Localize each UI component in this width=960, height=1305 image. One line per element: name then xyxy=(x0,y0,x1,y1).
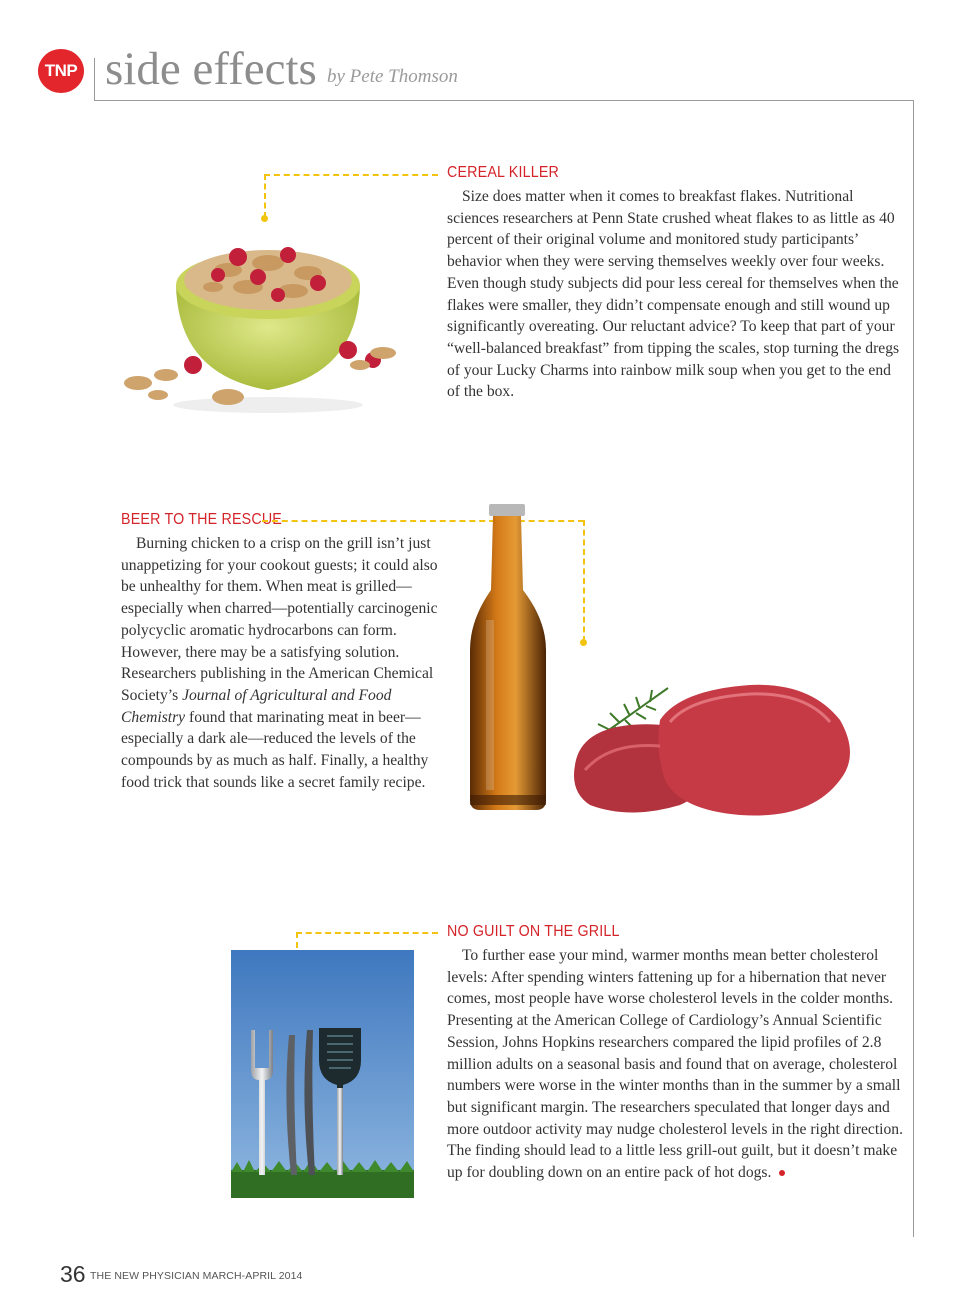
grill-body-paragraph xyxy=(447,945,903,1184)
cereal-connector-dot xyxy=(261,215,268,222)
steak-image xyxy=(570,680,860,825)
cereal-body xyxy=(447,186,903,403)
byline: by Pete Thomson xyxy=(327,66,458,87)
beer-body xyxy=(121,533,441,793)
cereal-headline: CEREAL KILLER xyxy=(447,164,560,181)
tnp-logo: TNP xyxy=(38,49,84,93)
section-title: side effects xyxy=(105,43,317,95)
end-mark xyxy=(779,1170,785,1176)
publication-footer: THE NEW PHYSICIAN MARCH-APRIL 2014 xyxy=(90,1270,303,1282)
beer-body-paragraph xyxy=(121,533,441,793)
bottle-cap xyxy=(489,504,525,516)
grill-headline: NO GUILT ON THE GRILL xyxy=(447,923,620,940)
beer-body-part2: found that marinating meat in beer—especially a dark ale—reduced the levels of the compounds by as much as half. Finally, a healthy food trick that sounds like a secret family recipe. xyxy=(121,708,429,791)
journal-title: Journal of Agricultural and Food Chemistry xyxy=(121,686,392,726)
beer-headline: BEER TO THE RESCUE xyxy=(121,511,283,528)
cereal-connector-h xyxy=(264,174,438,176)
header-divider xyxy=(94,58,95,101)
beer-connector-v xyxy=(583,520,585,642)
cereal-bowl-image xyxy=(118,225,408,415)
page-number: 36 xyxy=(60,1261,86,1287)
header-rule xyxy=(94,100,914,101)
grill-connector-h xyxy=(296,932,438,934)
grill-body xyxy=(447,945,903,1184)
beer-body-part1: Burning chicken to a crisp on the grill isn’t just unappetizing for your cookout guests; it could also be unhealthy for them. When meat is grilled—especially when charred—potentially carcinogenic polycyclic aromatic hydrocarbons can form. However, there may be a satisfying solution. Researchers publishing in the American Chemical Society’s xyxy=(121,535,438,704)
beer-bottle-image xyxy=(462,500,554,815)
grill-tools-image xyxy=(231,950,414,1198)
grill-body-text: To further ease your mind, warmer months mean better cholesterol levels: After spending winters fattening up for a hibernation that never comes, most people have worse cholesterol levels in the colder months. Presenting at the American College of Cardiology’s Annual Scientific Session, Johns Hopkins researchers compared the lipid profiles of 2.8 million adults on a seasonal basis and found that on average, cholesterol numbers were worse in the winter months than in the summer by a small but significant margin. The researchers speculated that longer days and more outdoor activity may nudge cholesterol levels in the right direction. The finding should lead to a little less grill-out guilt, but it doesn’t make up for doubling down on an entire pack of hot dogs. xyxy=(447,947,903,1182)
beer-connector-dot xyxy=(580,639,587,646)
cereal-connector-v xyxy=(264,174,266,218)
cereal-body-paragraph: Size does matter when it comes to breakfast flakes. Nutritional sciences researchers at Penn State crushed wheat flakes to as little as 40 percent of their original volume and monitored study participants’ behavior when they were serving themselves weekly over four weeks. Even though study subjects did pour less cereal for themselves when the flakes were smaller, they didn’t compensate enough and still wound up significantly overeating. Our reluctant advice? To keep that part of your “well-balanced breakfast” from tipping the scales, stop turning the dregs of your Lucky Charms into rainbow milk soup when you get to the end of the box. xyxy=(447,188,900,401)
page-rule xyxy=(913,100,914,1237)
